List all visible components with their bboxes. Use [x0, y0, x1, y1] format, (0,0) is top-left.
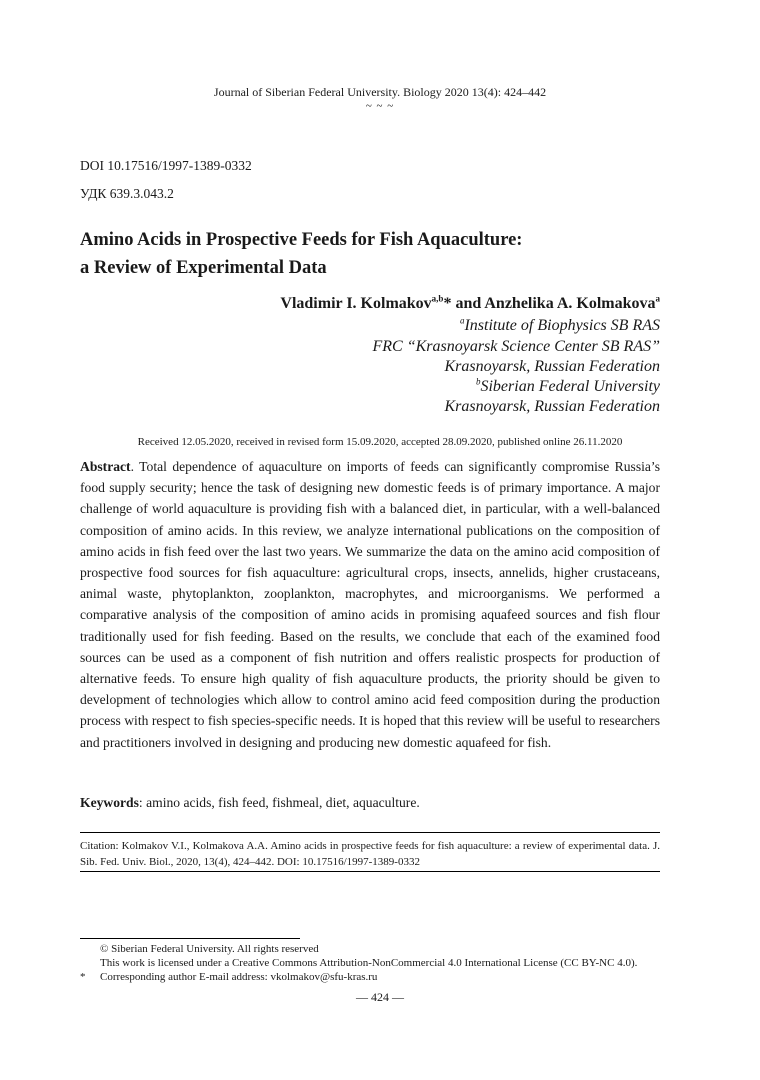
author-1: Vladimir I. Kolmakov: [280, 295, 432, 312]
author-2-sup: a: [655, 293, 660, 304]
affiliation-text: Krasnoyarsk, Russian Federation: [444, 398, 660, 415]
footnote-corresponding-text: Corresponding author E-mail address: vkolmakov@sfu-kras.ru: [100, 971, 378, 983]
footnote-copyright: [80, 942, 680, 956]
affiliation-text: Institute of Biophysics SB RAS: [464, 317, 660, 334]
affiliation-line: [460, 317, 660, 335]
affiliation-line: [444, 398, 660, 416]
citation-top-rule: [80, 832, 660, 833]
affiliation-text: Krasnoyarsk, Russian Federation: [444, 358, 660, 375]
keywords-label: Keywords: [80, 795, 139, 810]
author-1-sup: a,b: [431, 293, 444, 304]
header-separator: ~ ~ ~: [365, 100, 395, 112]
article-title: [80, 226, 680, 282]
author-2: Anzhelika A. Kolmakova: [484, 295, 656, 312]
title-line-1: Amino Acids in Prospective Feeds for Fish Aquaculture:: [80, 230, 523, 250]
udk-code: УДК 639.3.043.2: [80, 186, 174, 201]
affiliation-text: Siberian Federal University: [480, 378, 660, 395]
affiliation-sup: b: [475, 376, 481, 387]
title-line-2: a Review of Experimental Data: [80, 258, 327, 278]
abstract-label: Abstract: [80, 459, 131, 474]
affiliation-line: [476, 378, 660, 396]
authors: [280, 295, 660, 313]
keywords: [80, 795, 420, 811]
footnote-corresponding: [80, 970, 680, 984]
footnote-license: [80, 956, 680, 970]
footnote-license-text: This work is licensed under a Creative Commons Attribution-NonCommercial 4.0 International License (CC BY-NC 4.0).: [100, 957, 638, 969]
journal-header: Journal of Siberian Federal University. Biology 2020 13(4): 424–442: [213, 85, 547, 99]
author-1-star: *: [443, 295, 452, 312]
page-number: — 424 —: [356, 990, 404, 1004]
abstract-text: . Total dependence of aquaculture on imports of feeds can significantly compromise Russia’s food supply security; hence the task of designing new domestic feeds is of primary importance. A major challenge of world aquaculture is providing fish with a balanced diet, in particular, with a well-balanced composition of amino acids. In this review, we analyze international publications on the composition of amino acids in fish feed over the last two years. We summarize the data on the amino acid composition of prospective food sources for fish aquaculture: agricultural crops, insects, annelids, higher crustaceans, animal waste, phytoplankton, zooplankton, macrophytes, and microorganisms. We performed a comparative analysis of the composition of amino acids in promising aquafeed sources and fish flour traditionally used for fish feeding. Based on the results, we conclude that each of the examined food sources can be used as a component of fish nutrition and offers realistic prospects for production of alternative feeds. To ensure high quality of fish aquaculture products, the priority should be given to development of technologies which allow to control amino acid feed composition during the production process with respect to fish species-specific needs. It is hoped that this review will be useful to researchers and practitioners involved in designing and producing new domestic aquafeed for fish.: [80, 459, 660, 750]
received-dates: Received 12.05.2020, received in revised form 15.09.2020, accepted 28.09.2020, published online 26.11.2020: [137, 436, 623, 448]
keywords-text: : amino acids, fish feed, fishmeal, diet, aquaculture.: [138, 795, 420, 810]
citation: Citation: Kolmakov V.I., Kolmakova A.A. Amino acids in prospective feeds for fish aquaculture: a review of experimental data. J. Sib. Fed. Univ. Biol., 2020, 13(4), 424–442. DOI: 10.17516/1997-1389-0332: [80, 840, 660, 868]
abstract: [80, 456, 660, 753]
affiliation-text: FRC “Krasnoyarsk Science Center SB RAS”: [372, 338, 660, 355]
citation-bottom-rule: [80, 871, 660, 872]
authors-and: and: [451, 295, 485, 312]
footnote-rule: [80, 938, 300, 939]
footnote-copyright-text: © Siberian Federal University. All rights reserved: [100, 943, 319, 955]
affiliation-line: [372, 338, 660, 356]
affiliation-sup: a: [459, 315, 465, 326]
affiliation-line: [444, 358, 660, 376]
footnote-star: *: [80, 971, 86, 983]
doi: DOI 10.17516/1997-1389-0332: [80, 158, 252, 173]
